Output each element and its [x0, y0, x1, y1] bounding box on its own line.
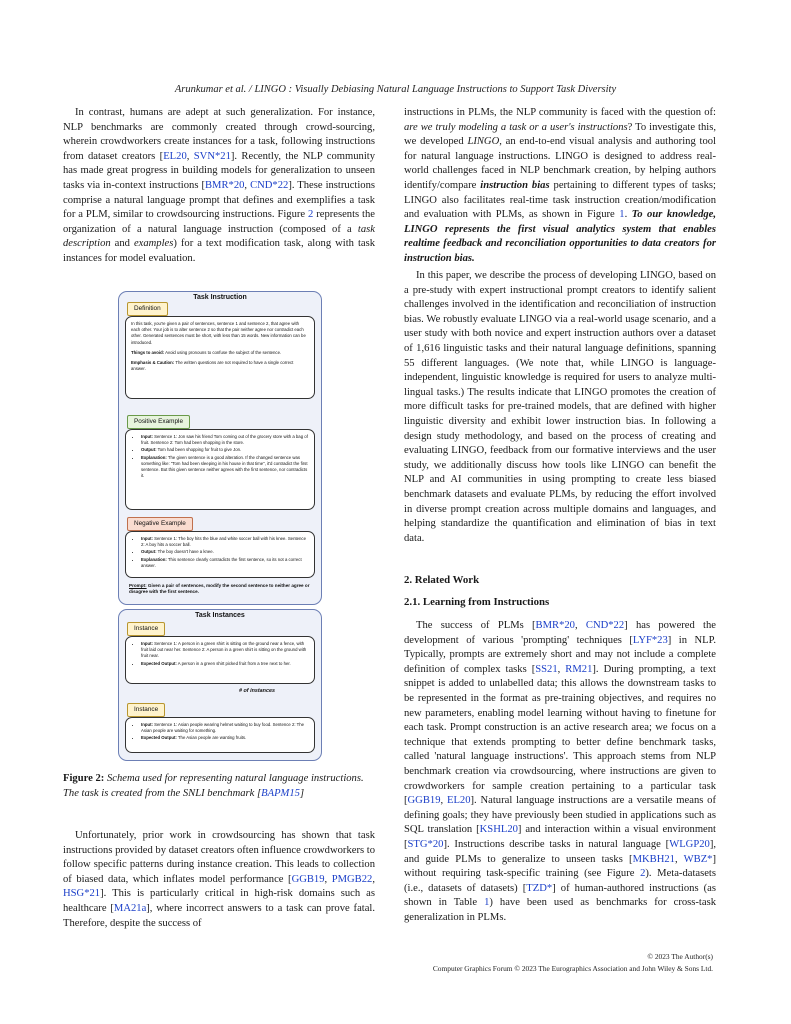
running-head: Arunkumar et al. / LINGO : Visually Debiasing Natural Language Instructions to Support Task Diversity [174, 84, 617, 95]
right-column-p3 [404, 619, 716, 925]
list-item: • Expected Output: The Asian people are wanting fruits. [141, 735, 309, 741]
citation-link[interactable]: RM21 [565, 663, 593, 675]
citation-link[interactable]: TZD* [526, 882, 553, 894]
figure-ref-link[interactable]: 2 [640, 868, 646, 880]
citation-link[interactable]: BMR*20 [204, 179, 245, 191]
instance-1-list [131, 641, 309, 667]
negative-example-tag: Negative Example [127, 517, 193, 531]
task-instruction-panel [118, 291, 322, 605]
paragraph-lingo-intro: instructions in PLMs, the NLP community is faced with the question of: are we truly modeling a task or a user's instructions? To investigate this, we developed LINGO, an end-to-end visual analysis and authoring tool for natural language instructions. LINGO is designed to address real-world challenges faced in NLP benchmark creation, by helping authors identify/compare instruction bias pertaining to different types of tasks; LINGO also facilitates real-time task instruction creation/modification and evaluation with PLMs, as shown in Figure 1. To our knowledge, LINGO represents the first visual analytics system that enables realtime feedback and reconciliation opportunities to data creators for instruction bias. [404, 107, 717, 264]
citation-link[interactable]: CND*22 [585, 620, 625, 631]
paragraph-success-of-plms: The success of PLMs [BMR*20, CND*22] has powered the development of various 'prompting' techniques [LYF*23] in NLP. Typically, prompts are extremely short and may not include a complete definition of complex tasks [SS21, RM21]. During prompting, a text snippet is added to unlabelled data; this allows the downstream tasks to be represented in the format as pre-training objectives, and requires no new parameters, enabling model learning without having to finetune for each task. Prompt construction is an active research area; we focus on a technique that extends prompting to better define benchmark tasks, called 'natural language instructions'. This approach stems from NLP benchmark creation via crowdsourcing, where instructions are given to crowdworkers for sample creation pertaining to a particular task [GGB19, EL20]. Natural language instructions are a versatile means of defining goals; they have previously been studied in applications such as SQL translation [KSHL20] and interaction within a visual environment [STG*20]. Instructions describe tasks in natural language [WLGP20], and guide PLMs to generalize to unseen tasks [MKBH21, WBZ*] without requiring task-specific training (see Figure 2). Meta-datasets (i.e., datasets of datasets) [TZD*] of human-authored instructions (as shown in Table 1) have been used as benchmarks for cross-task generalization in PLMs. [404, 620, 717, 923]
positive-example-list [131, 434, 309, 479]
list-item: • Output: Tom had been shopping for fruit to give Jon. [141, 447, 309, 453]
paragraph-in-this-paper: In this paper, we describe the process of developing LINGO, based on a pre-study with expert instructional prompt creators to identify salient challenges involved in the identification and reconciliation of instruction bias. We robustly evaluate LINGO via a real-world usage scenario, and a user study with both novice and expert instruction authors over a dataset of 1,616 linguistic tasks and their natural language definitions, spanning 55 different languages. (We note that, while LINGO is language-independent, linguistic knowledge is required for users to analyze multi-lingual tasks.) The results indicate that LINGO promotes the creation of more difficult tasks for pre-trained models, that are defined with higher linguistic diversity and exhibit lower instruction bias. In following a design study methodology, and based on the process of creating and evaluating LINGO, feedback from our formative interviews and the user study, we additionally discuss how tools like LINGO can benefit the NLP and AI communities in using prompting to create less biased benchmark datasets and evaluate PLMs, by reducing the effort involved in diverse prompt creation across multiple domains and languages, and helping standardize the quantification and elimination of bias in text data. [404, 270, 716, 544]
task-instances-panel [118, 609, 322, 761]
citation-link[interactable]: EL20 [446, 795, 471, 807]
citation-link[interactable]: BMR*20 [535, 620, 575, 631]
citation-link[interactable]: HSG*21 [63, 888, 101, 900]
citation-link[interactable]: WBZ* [683, 853, 713, 865]
positive-example-tag: Positive Example [127, 415, 190, 429]
citation-link[interactable]: SVN*21 [193, 150, 231, 162]
citation-link[interactable]: GGB19 [291, 873, 325, 885]
figure-caption: Figure 2: Schema used for representing natural language instructions. The task is created from the SNLI benchmark [BAPM15] [63, 773, 364, 799]
citation-link[interactable]: SS21 [535, 663, 558, 675]
instance-2-list [131, 722, 309, 742]
citation-link[interactable]: GGB19 [407, 795, 441, 807]
left-column-bottom [63, 829, 375, 931]
negative-example-box [125, 531, 315, 578]
citation-link[interactable]: PMGB22 [331, 873, 373, 885]
subsection-title: 2.1. Learning from Instructions [404, 596, 550, 608]
list-item: • Input: Sentence 1: Jon saw his friend Tom coming out of the grocery store with a bag of fruit. Sentence 2: Tom had been shopping in the store. [141, 434, 309, 446]
citation-link[interactable]: CND*22 [250, 179, 289, 191]
list-item: • Input: Sentence 1: Asian people wearing helmet waiting to buy food. Sentence 2: The Asian people are waiting for something. [141, 722, 309, 734]
list-item: • Expected Output: A person in a green shirt picked fruit from a tree next to her. [141, 661, 309, 667]
footer-copyright: © 2023 The Author(s) [647, 952, 713, 961]
right-column-p2 [404, 269, 716, 546]
instance-box-2 [125, 717, 315, 753]
list-item: • Output: The boy doesn't have a knee. [141, 549, 309, 555]
figure-ref-link[interactable]: 2 [308, 209, 314, 221]
instance-box-1 [125, 636, 315, 684]
positive-example-box [125, 429, 315, 510]
prompt-line: Prompt: Given a pair of sentences, modify the second sentence to neither agree or disagree with the first sentence. [129, 583, 310, 595]
instance-tag: Instance [127, 703, 165, 717]
definition-box [125, 316, 315, 399]
paragraph-intro-humans: In contrast, humans are adept at such generalization. For instance, NLP benchmarks are commonly created through crowd-sourcing, wherein crowdworkers create instances for a task, following instructions from dataset creators [EL20, SVN*21]. Recently, the NLP community has made great progress in building models for generalization to unseen tasks via in-context instructions [BMR*20, CND*22]. These instructions comprise a natural language prompt that defines and exemplifies a task for a PLM, similar to crowdsourcing instructions. Figure 2 represents the organization of a natural language instruction (composed of a task description and examples) for a text modification task, along with task instances for model evaluation. [63, 107, 376, 264]
citation-link[interactable]: MKBH21 [632, 853, 675, 865]
list-item: • Explanation: The given sentence is a good alteration. If the changed sentence was something like: "Tom had been sleeping in his house in that time", it'd contradict the first sentence. But this given sentence neither agrees with the first sentence, nor contradicts it. [141, 455, 309, 480]
citation-link[interactable]: STG*20 [407, 838, 444, 850]
emphasis-caution: Emphasis & Caution: The written questions are not required to have a single correct answer. [131, 360, 294, 372]
instance-tag: Instance [127, 622, 165, 636]
negative-example-list [131, 536, 309, 569]
figure-2-schema [118, 291, 322, 761]
panel-title-task-instruction: Task Instruction [193, 294, 247, 301]
citation-link[interactable]: LYF*23 [632, 634, 668, 646]
citation-link[interactable]: BAPM15 [261, 787, 300, 799]
right-column-p1 [404, 106, 716, 267]
footer-journal: Computer Graphics Forum © 2023 The Eurographics Association and John Wiley & Sons Ltd. [432, 964, 713, 973]
paragraph-unfortunately: Unfortunately, prior work in crowdsourcing has shown that task instructions provided by dataset creators often influence crowdworkers to follow specific patterns during instance creation. This leads to collection of biased data, which inflates model performance [GGB19, PMGB22, HSG*21]. This is particularly critical in high-risk domains such as healthcare [MA21a], where incorrect answers to a task can prove fatal. Therefore, despite the success of [63, 830, 376, 929]
list-item: • Input: Sentence 1: A person in a green shirt is sitting on the ground near a fence, with fruit laid out near her. Sentence 2: A person in a green shirt is sitting on the ground with fruit near. [141, 641, 309, 660]
list-item: • Explanation: This sentence clearly contradicts the first sentence, so its not a correct answer. [141, 557, 309, 569]
panel-title-task-instances: Task Instances [195, 612, 245, 619]
citation-link[interactable]: KSHL20 [479, 824, 518, 836]
citation-link[interactable]: EL20 [163, 150, 187, 162]
list-item: • Input: Sentence 1: The boy hits the blue and white soccer ball with his knee. Sentence 2: A boy hits a soccer ball. [141, 536, 309, 548]
section-title: 2. Related Work [404, 574, 480, 586]
instances-count-label: # of instances [239, 688, 275, 694]
definition-text: In this task, you're given a pair of sentences, sentence 1 and sentence 2, that agree with each other. Your job is to alter sentence 2 so that the pair neither agree nor contradict each other. Generated sentences must be short, with less than 15 words. New information can be introduced. [131, 321, 306, 345]
caption-label: Figure 2: [63, 773, 105, 784]
citation-link[interactable]: MA21a [113, 902, 147, 914]
citation-link[interactable]: WLGP20 [669, 838, 710, 850]
definition-tag: Definition [127, 302, 168, 316]
left-column-top [63, 106, 375, 267]
table-ref-link[interactable]: 1 [484, 897, 490, 909]
figure-ref-link[interactable]: 1 [619, 209, 625, 221]
things-to-avoid: Things to avoid: Avoid using pronouns to confuse the subject of the sentence. [131, 349, 282, 355]
